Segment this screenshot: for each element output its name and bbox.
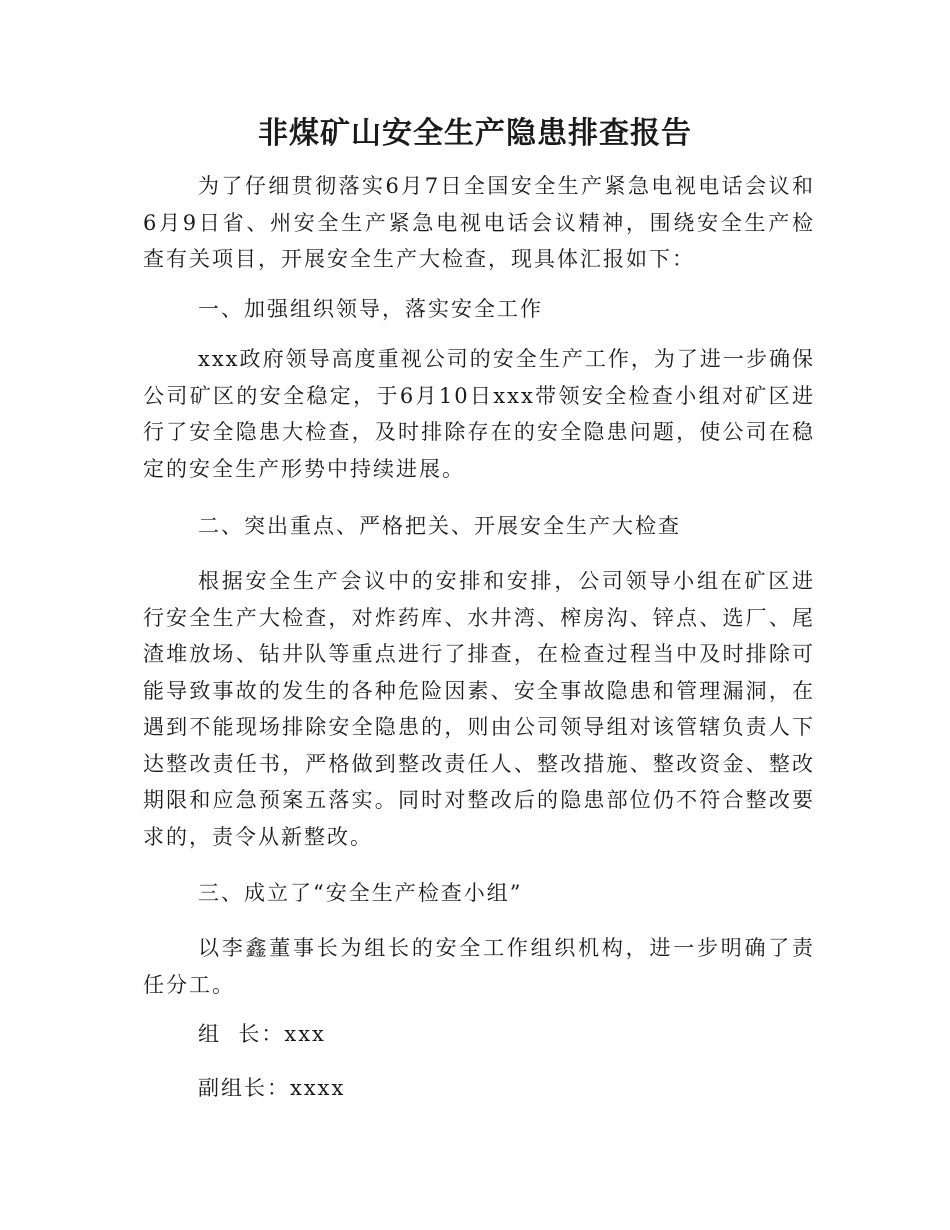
role-line-deputy-leader: 副组长：xxxx [198, 1076, 346, 1100]
section-paragraph-3: 以李鑫董事长为组长的安全工作组织机构，进一步明确了责任分工。 [143, 936, 815, 997]
role-line-leader: 组 长：xxx [198, 1022, 326, 1046]
section-heading-1: 一、加强组织领导，落实安全工作 [198, 297, 543, 321]
section-paragraph-2: 根据安全生产会议中的安排和安排，公司领导小组在矿区进行安全生产大检查，对炸药库、水井湾、榨房沟、锌点、选厂、尾渣堆放场、钻井队等重点进行了排查，在检查过程当中及时排除可能导致事故的发生的各种危险因素、安全事故隐患和管理漏洞，在遇到不能现场排除安全隐患的，则由公司领导组对该管辖负责人下达整改责任书，严格做到整改责任人、整改措施、整改资金、整改期限和应急预案五落实。同时对整改后的隐患部位仍不符合整改要求的，责令从新整改。 [143, 569, 815, 849]
section-paragraph-1: xxx政府领导高度重视公司的安全生产工作，为了进一步确保公司矿区的安全稳定，于6月10日xxx带领安全检查小组对矿区进行了安全隐患大检查，及时排除存在的安全隐患问题，使公司在稳定的安全生产形势中持续进展。 [143, 347, 815, 481]
section-heading-2: 二、突出重点、严格把关、开展安全生产大检查 [198, 514, 681, 538]
section-heading-3: 三、成立了“安全生产检查小组” [198, 881, 523, 905]
document-title: 非煤矿山安全生产隐患排查报告 [258, 116, 692, 151]
intro-paragraph: 为了仔细贯彻落实6月7日全国安全生产紧急电视电话会议和6月9日省、州安全生产紧急电视电话会议精神，围绕安全生产检查有关项目，开展安全生产大检查，现具体汇报如下： [143, 174, 815, 271]
